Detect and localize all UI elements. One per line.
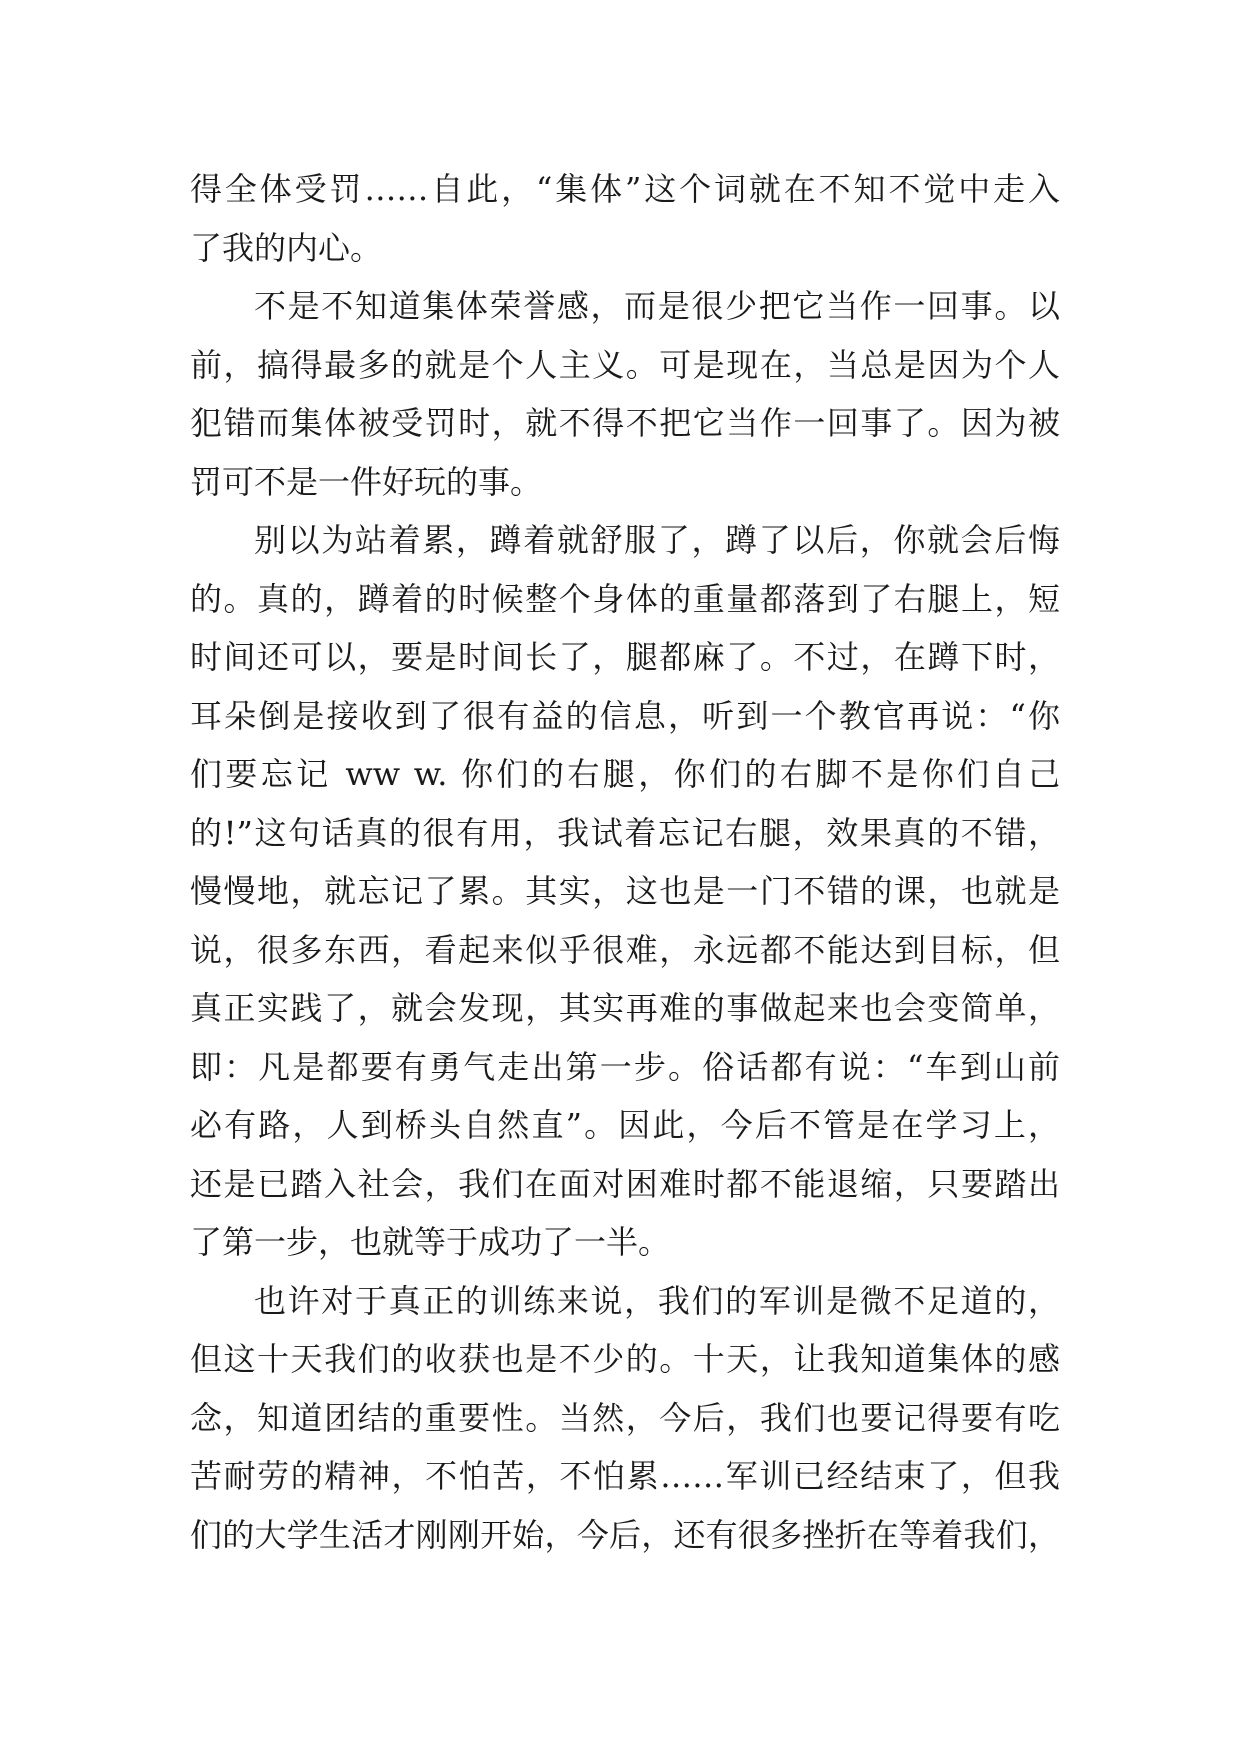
text-line: 了我的内心。 <box>190 228 383 267</box>
text-line: 念，知道团结的重要性。当然，今后，我们也要记得要有吃 <box>190 1398 1060 1437</box>
text-line: 犯错而集体被受罚时，就不得不把它当作一回事了。因为被 <box>190 404 1060 442</box>
text-line: 别以为站着累，蹲着就舒服了，蹲了以后，你就会后悔 <box>254 521 1060 559</box>
text-line: 的。真的，蹲着的时候整个身体的重量都落到了右腿上，短 <box>190 579 1060 618</box>
text-line: 的!”这句话真的很有用，我试着忘记右腿，效果真的不错， <box>190 813 1060 852</box>
text-line: 慢慢地，就忘记了累。其实，这也是一门不错的课，也就是 <box>190 872 1060 910</box>
text-line: 了第一步，也就等于成功了一半。 <box>190 1223 671 1261</box>
text-line: 还是已踏入社会，我们在面对困难时都不能退缩，只要踏出 <box>190 1164 1060 1203</box>
text-line: 得全体受罚……自此，“集体”这个词就在不知不觉中走入 <box>190 170 1060 208</box>
text-line: 真正实践了，就会发现，其实再难的事做起来也会变简单， <box>190 989 1060 1027</box>
text-line: 但这十天我们的收获也是不少的。十天，让我知道集体的感 <box>190 1340 1060 1378</box>
text-line: 苦耐劳的精神，不怕苦，不怕累……军训已经结束了，但我 <box>190 1457 1060 1495</box>
text-line: 即：凡是都要有勇气走出第一步。俗话都有说：“车到山前 <box>190 1047 1060 1086</box>
text-line: 前，搞得最多的就是个人主义。可是现在，当总是因为个人 <box>190 345 1060 384</box>
text-line: 也许对于真正的训练来说，我们的军训是微不足道的， <box>254 1281 1060 1320</box>
text-line: 罚可不是一件好玩的事。 <box>190 462 543 501</box>
body-text <box>190 160 1060 1564</box>
text-line: 耳朵倒是接收到了很有益的信息，听到一个教官再说：“你 <box>190 696 1060 735</box>
text-line: 时间还可以，要是时间长了，腿都麻了。不过，在蹲下时， <box>190 638 1060 676</box>
text-line: 不是不知道集体荣誉感，而是很少把它当作一回事。以 <box>254 287 1060 325</box>
text-line: 们要忘记 ww w. 你们的右腿，你们的右脚不是你们自己 <box>190 755 1060 793</box>
text-line: 们的大学生活才刚刚开始，今后，还有很多挫折在等着我们， <box>190 1515 1060 1554</box>
text-line: 必有路，人到桥头自然直”。因此，今后不管是在学习上， <box>190 1106 1060 1144</box>
text-line: 说，很多东西，看起来似乎很难，永远都不能达到目标，但 <box>190 930 1060 969</box>
